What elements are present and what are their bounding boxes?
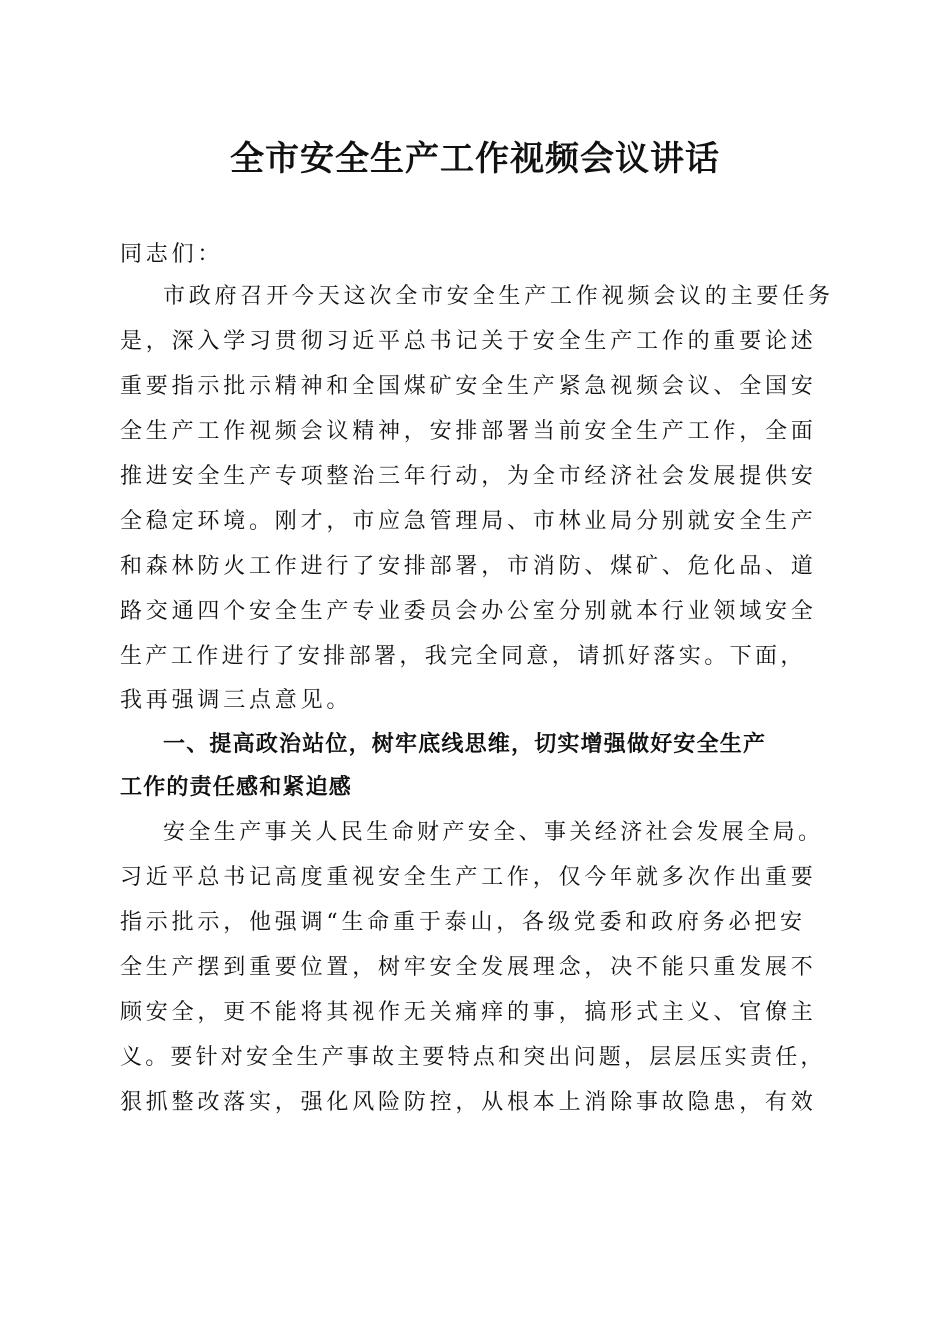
paragraph-line: 习近平总书记高度重视安全生产工作，仅今年就多次作出重要 xyxy=(120,865,817,890)
paragraph-line: 我再强调三点意见。 xyxy=(120,688,353,713)
paragraph-line: 狠抓整改落实，强化风险防控，从根本上消除事故隐患，有效 xyxy=(120,1090,817,1115)
paragraph-line: 顾安全，更不能将其视作无关痛痒的事，搞形式主义、官僚主 xyxy=(120,1000,817,1025)
paragraph-line: 义。要针对安全生产事故主要特点和突出问题，层层压实责任， xyxy=(120,1045,826,1070)
paragraph-line: 路交通四个安全生产专业委员会办公室分别就本行业领域安全 xyxy=(120,599,817,624)
paragraph-line: 重要指示批示精神和全国煤矿安全生产紧急视频会议、全国安 xyxy=(120,374,817,399)
heading-line: 工作的责任感和紧迫感 xyxy=(120,775,353,800)
salutation: 同志们： xyxy=(120,242,224,267)
paragraph-line: 全生产摆到重要位置，树牢安全发展理念，决不能只重发展不 xyxy=(120,955,817,980)
paragraph-line: 生产工作进行了安排部署，我完全同意，请抓好落实。下面， xyxy=(120,644,806,669)
document-title: 全市安全生产工作视频会议讲话 xyxy=(230,139,720,179)
paragraph-line: 安全生产事关人民生命财产安全、事关经济社会发展全局。 xyxy=(163,820,824,845)
paragraph-line: 是，深入学习贯彻习近平总书记关于安全生产工作的重要论述 xyxy=(120,329,817,354)
heading-line: 一、提高政治站位，树牢底线思维，切实增强做好安全生产 xyxy=(163,732,767,757)
paragraph-line: 推进安全生产专项整治三年行动，为全市经济社会发展提供安 xyxy=(120,464,817,489)
paragraph-line: 指示批示，他强调“生命重于泰山，各级党委和政府务必把安 xyxy=(120,910,806,935)
paragraph-line: 和森林防火工作进行了安排部署，市消防、煤矿、危化品、道 xyxy=(120,554,817,579)
paragraph-line: 市政府召开今天这次全市安全生产工作视频会议的主要任务 xyxy=(163,284,834,309)
paragraph-line: 全生产工作视频会议精神，安排部署当前安全生产工作，全面 xyxy=(120,419,817,444)
paragraph-line: 全稳定环境。刚才，市应急管理局、市林业局分别就安全生产 xyxy=(120,509,817,534)
